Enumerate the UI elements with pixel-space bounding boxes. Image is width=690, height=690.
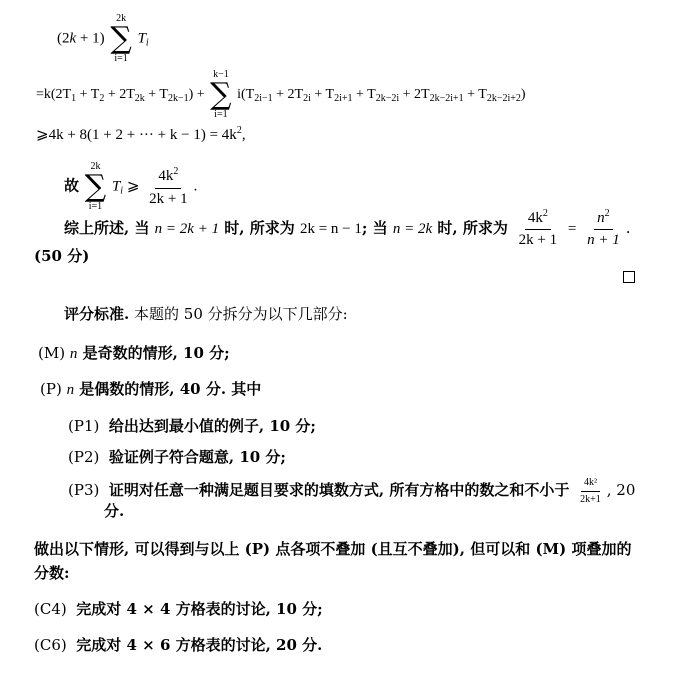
subscript: 2k−2i+1 <box>429 93 464 105</box>
text: + T <box>76 87 100 103</box>
denominator: 2k + 1 <box>518 232 558 249</box>
text: + 2T <box>272 87 304 103</box>
fraction <box>516 208 560 250</box>
grading-item-p3 <box>68 477 635 505</box>
term: T <box>137 30 146 47</box>
subscript: 2i−1 <box>254 93 273 105</box>
text: 故 <box>64 178 80 195</box>
grading-item-p1 <box>68 415 316 436</box>
subscript: 1 <box>71 93 77 105</box>
numerator: 4k² <box>581 477 600 492</box>
text: ) <box>520 87 526 103</box>
sum-lower: i=1 <box>214 109 228 120</box>
text: 验证例子符合题意, 10 分; <box>108 448 286 466</box>
equation-line-3 <box>36 125 246 144</box>
math: n = 2k + 1 <box>154 220 220 237</box>
tag: (P3) <box>68 481 100 499</box>
text: + T <box>310 87 335 103</box>
text: + 1) <box>76 30 105 47</box>
denominator: n + 1 <box>587 232 620 249</box>
superscript: 2 <box>236 125 242 136</box>
text: ; 当 <box>361 218 393 237</box>
text: 本题的 50 分拆分为以下几部分: <box>129 305 348 323</box>
text: 综上所述, 当 <box>64 218 155 237</box>
text: 时, 所求为 <box>432 218 508 237</box>
sum-lower: i=1 <box>88 201 103 212</box>
sum-symbol: 2k ∑ i=1 <box>110 13 132 64</box>
extra-text-line-1: 做出以下情形, 可以得到与以上 (P) 点各项不叠加 (且互不叠加), 但可以和 (M) 项叠加的 <box>34 540 632 558</box>
tag: (P1) <box>68 417 100 435</box>
subscript: 2k−1 <box>167 93 189 105</box>
text: 评分标准. <box>64 305 130 323</box>
text: + T <box>144 87 168 103</box>
text: , <box>241 127 246 143</box>
subscript: i <box>120 185 124 197</box>
score-tag: (50 分) <box>34 247 90 265</box>
tag: (C6) <box>34 636 67 654</box>
subscript: 2k <box>134 93 145 105</box>
text: + T <box>463 87 487 103</box>
tag: (P2) <box>68 448 100 466</box>
fraction <box>577 477 604 505</box>
text: ) + <box>188 87 205 103</box>
grading-item-p2 <box>68 446 286 467</box>
math: n = 2k <box>392 220 433 237</box>
superscript: 2 <box>173 166 179 178</box>
grading-item-c6 <box>34 634 322 655</box>
numerator: n <box>597 210 605 226</box>
sum-upper: 2k <box>90 161 101 172</box>
fraction <box>146 166 190 208</box>
text: 给出达到最小值的例子, 10 分; <box>108 417 316 435</box>
text: 是偶数的情形, 40 分. 其中 <box>74 380 262 398</box>
tag: (P) <box>40 380 62 398</box>
text: 完成对 4 × 6 方格表的讨论, 20 分. <box>76 636 323 654</box>
grading-item-c4 <box>34 598 323 619</box>
sum-upper: 2k <box>116 13 127 24</box>
sum-upper: k−1 <box>213 69 229 80</box>
grading-item-p3-cont: 分. <box>104 502 125 520</box>
var-n: n <box>66 382 75 398</box>
numerator: 4k <box>158 168 174 185</box>
summary-line <box>64 208 631 250</box>
denominator: 2k+1 <box>580 493 601 505</box>
math: 2k = n − 1 <box>299 220 362 237</box>
sum-lower: i=1 <box>114 53 128 64</box>
text: + 2T <box>399 87 430 103</box>
sum-symbol: 2k ∑ i=1 <box>84 161 107 212</box>
text: + T <box>352 87 376 103</box>
var-n: n <box>69 346 78 362</box>
text: , 20 <box>606 481 636 499</box>
text: 是奇数的情形, 10 分; <box>77 344 230 362</box>
conclusion-line <box>64 162 197 212</box>
grading-item-m <box>38 342 230 363</box>
equation-line-2 <box>36 70 526 120</box>
text: . <box>193 178 198 195</box>
qed-box-icon <box>623 271 635 283</box>
text: + 2T <box>104 87 135 103</box>
equation-line-1 <box>57 14 149 64</box>
numerator: 4k <box>527 210 543 226</box>
subscript: 2 <box>99 93 105 105</box>
term: T <box>111 178 121 195</box>
subscript: 2k−2i <box>375 93 400 105</box>
text: i(T <box>237 87 255 103</box>
superscript: 2 <box>604 208 610 219</box>
tag: (C4) <box>34 600 67 618</box>
sum-symbol: k−1 ∑ i=1 <box>210 69 232 120</box>
fraction <box>584 208 623 250</box>
tag: (M) <box>38 344 66 362</box>
text: ⩾4k + 8(1 + 2 + ··· + k − 1) = 4k <box>36 127 237 143</box>
text: = <box>567 220 577 237</box>
text: 完成对 4 × 4 方格表的讨论, 10 分; <box>76 600 323 618</box>
text: =k(2T <box>36 87 72 103</box>
var-k: k <box>69 30 77 47</box>
extra-text-line-2: 分数: <box>34 564 70 582</box>
text: ⩾ <box>126 178 140 195</box>
text: 证明对任意一种满足题目要求的填数方式, 所有方格中的数之和不小于 <box>108 481 570 499</box>
subscript: 2i <box>303 93 311 105</box>
text: 时, 所求为 <box>219 218 300 237</box>
superscript: 2 <box>542 208 548 219</box>
text: (2 <box>57 30 70 47</box>
grading-item-p <box>40 378 261 399</box>
subscript: 2k−2i+2 <box>486 93 521 105</box>
denominator: 2k + 1 <box>149 190 188 207</box>
text: . <box>625 218 631 237</box>
grading-title <box>64 303 348 324</box>
subscript: i <box>145 37 149 49</box>
subscript: 2i+1 <box>334 93 353 105</box>
